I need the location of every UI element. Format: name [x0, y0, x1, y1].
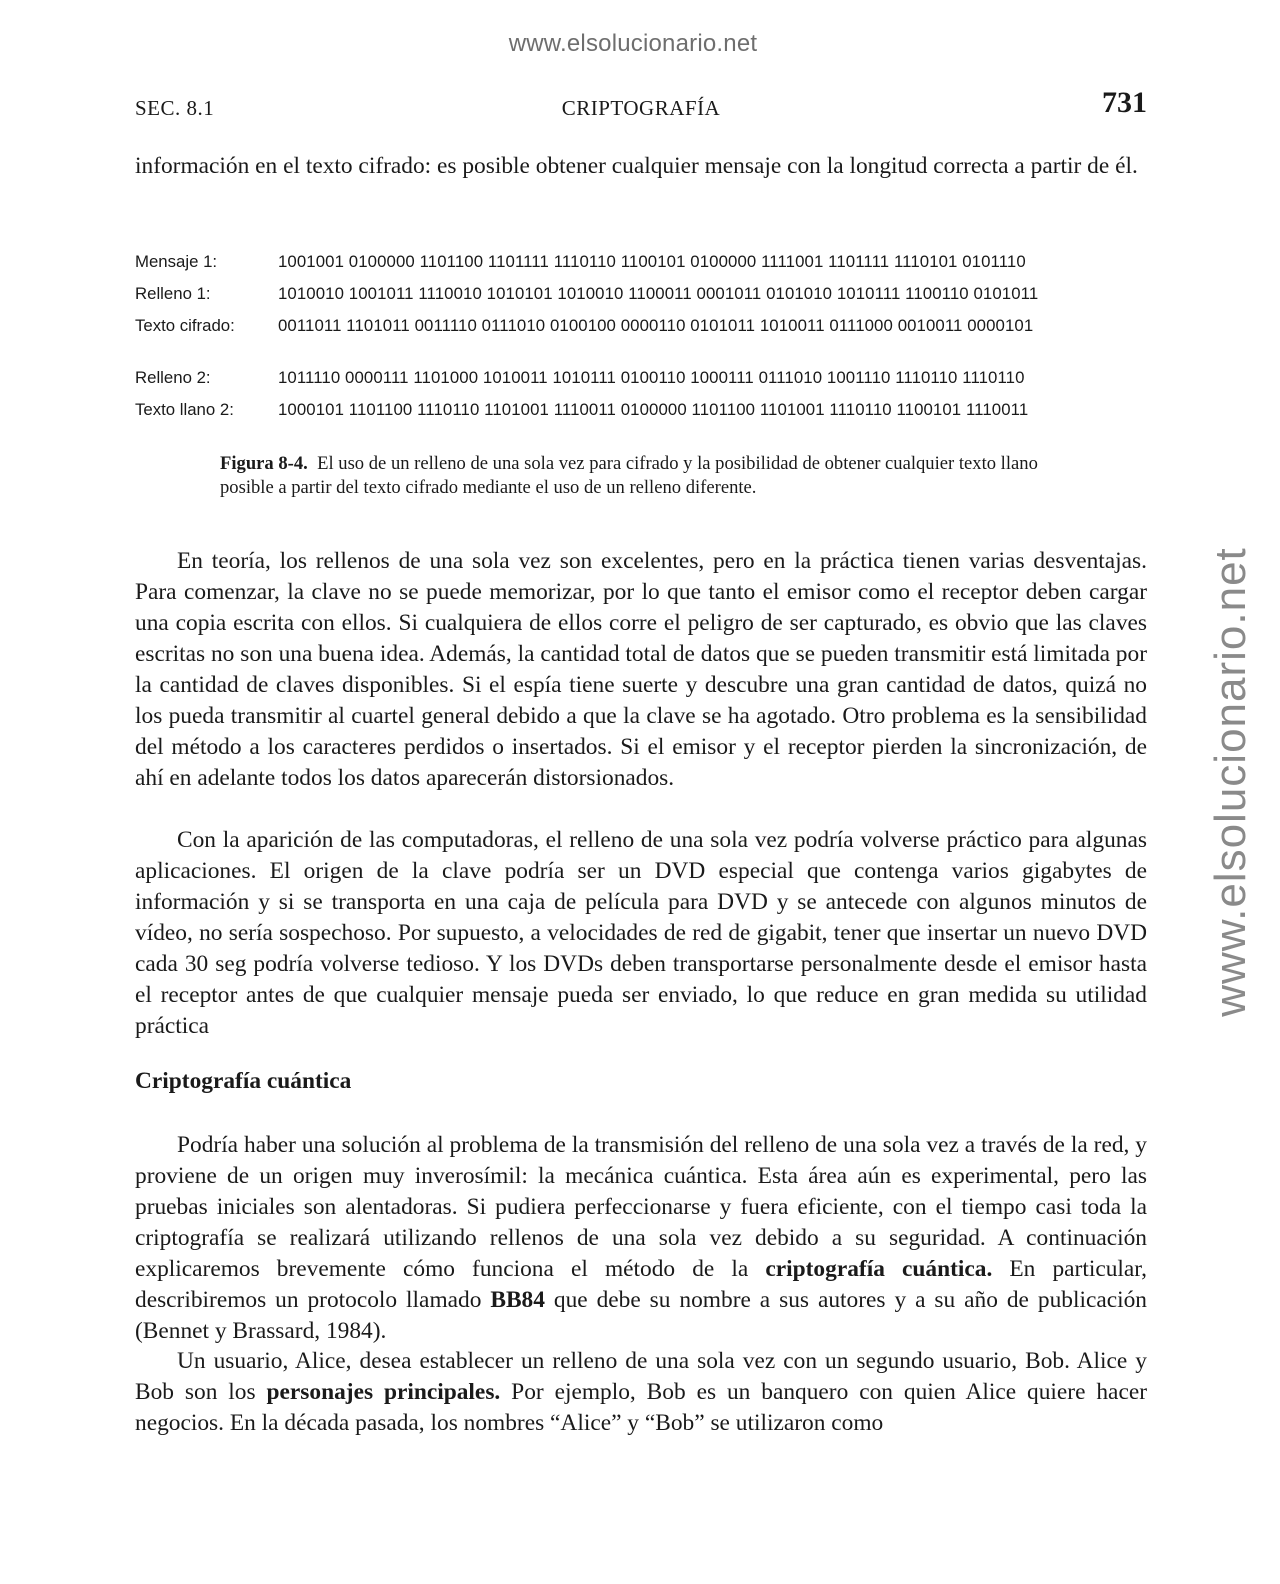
text-run: Por ejemplo, Bob es un banquero con quien Alice quiere hacer negocios. En la década pasada, los nombres “Alice” y “Bob” se utilizaron como — [135, 1379, 1147, 1436]
paragraph-computers: Con la aparición de las computadoras, el relleno de una sola vez podría volverse práctico para algunas aplicaciones. El origen de la clave podría ser un DVD especial que contenga varios gigabytes de información y si se transporta en una caja de película para DVD y se antecede con algunos minutos de vídeo, no sería sospechoso. Por supuesto, a velocidades de red de gigabit, tener que insertar un nuevo DVD cada 30 seg podría volverse tedioso. Y los DVDs deben transportarse personalmente desde el emisor hasta el receptor antes de que cualquier mensaje pueda ser enviado, lo que reduce en gran medida su utilidad práctica — [135, 827, 1147, 1039]
watermark-top: www.elsolucionario.net — [508, 30, 758, 57]
text-run: En particular, describiremos un protocolo llamado — [135, 1256, 1147, 1313]
page-header — [135, 86, 1147, 126]
bold-term: personajes principales. — [266, 1379, 501, 1405]
row-label: Texto cifrado: — [135, 316, 235, 335]
figure-row-relleno-2 — [135, 368, 1147, 400]
text-run: Un usuario, Alice, desea establecer un relleno de una sola vez con un segundo usuario, Bob. Alice y Bob son los — [135, 1348, 1147, 1405]
figure-row-texto-cifrado — [135, 316, 1147, 348]
section-number: SEC. 8.1 — [135, 96, 215, 120]
row-label: Relleno 2: — [135, 368, 211, 387]
row-bits: 1011110 0000111 1101000 1010011 1010111 0100110 1000111 0111010 1001110 1110110 1110110 — [278, 368, 1025, 387]
figure-row-mensaje-1 — [135, 252, 1147, 284]
figure-row-relleno-1 — [135, 284, 1147, 316]
text-run: Podría haber una solución al problema de la transmisión del relleno de una sola vez a través de la red, y proviene de un origen muy inverosímil: la mecánica cuántica. Esta área aún es experimental, pero las pruebas iniciales son alentadoras. Si pudiera perfeccionarse y fuera eficiente, con el tiempo casi toda la criptografía se realizará utilizando rellenos de una sola vez debido a su seguridad. A continuación explicaremos brevemente cómo funciona el método de la — [135, 1132, 1147, 1282]
row-bits: 1010010 1001011 1110010 1010101 1010010 1100011 0001011 0101010 1010111 1100110 0101011 — [278, 284, 1039, 303]
paragraph-alice-bob — [135, 1346, 1147, 1439]
row-bits: 1000101 1101100 1110110 1101001 1110011 0100000 1101100 1101001 1110110 1100101 1110011 — [278, 400, 1029, 419]
text-run: que debe su nombre a sus autores y a su año de publicación (Bennet y Brassard, 1984). — [135, 1287, 1147, 1344]
section-heading: Criptografía cuántica — [135, 1068, 352, 1094]
caption-text: El uso de un relleno de una sola vez para cifrado y la posibilidad de obtener cualquier texto llano posible a partir del texto cifrado mediante el uso de un relleno diferente. — [220, 453, 1038, 498]
paragraph-disadvantages: En teoría, los rellenos de una sola vez son excelentes, pero en la práctica tienen varias desventajas. Para comenzar, la clave no se puede memorizar, por lo que tanto el emisor como el receptor deben cargar una copia escrita con ellos. Si cualquiera de ellos corre el peligro de ser capturado, es obvio que las claves escritas no son una buena idea. Además, la cantidad total de datos que se pueden transmitir está limitada por la cantidad de claves disponibles. Si el espía tiene suerte y descubre una gran cantidad de datos, quizá no los pueda transmitir al cuartel general debido a que la clave se ha agotado. Otro problema es la sensibilidad del método a los caracteres perdidos o insertados. Si el emisor y el receptor pierden la sincronización, de ahí en adelante todos los datos aparecerán distorsionados. — [135, 548, 1147, 791]
chapter-title: CRIPTOGRAFÍA — [561, 96, 721, 120]
row-bits: 0011011 1101011 0011110 0111010 0100100 0000110 0101011 1010011 0111000 0010011 0000101 — [278, 316, 1034, 335]
intro-paragraph: información en el texto cifrado: es posible obtener cualquier mensaje con la longitud correcta a partir de él. — [135, 153, 1138, 179]
row-label: Mensaje 1: — [135, 252, 218, 271]
row-label: Relleno 1: — [135, 284, 211, 303]
bold-term: BB84 — [490, 1287, 545, 1313]
figure-caption — [220, 452, 1040, 500]
caption-label: Figura 8-4. — [220, 453, 308, 474]
row-label: Texto llano 2: — [135, 400, 234, 419]
page-number: 731 — [1102, 86, 1147, 119]
row-bits: 1001001 0100000 1101100 1101111 1110110 1100101 0100000 1111001 1101111 1110101 0101110 — [278, 252, 1026, 271]
figure-row-texto-llano-2 — [135, 400, 1147, 432]
figure-8-4 — [135, 252, 1147, 432]
bold-term: criptografía cuántica. — [765, 1256, 993, 1282]
paragraph-quantum — [135, 1130, 1147, 1347]
watermark-side: www.elsolucionario.net — [1206, 547, 1255, 1017]
